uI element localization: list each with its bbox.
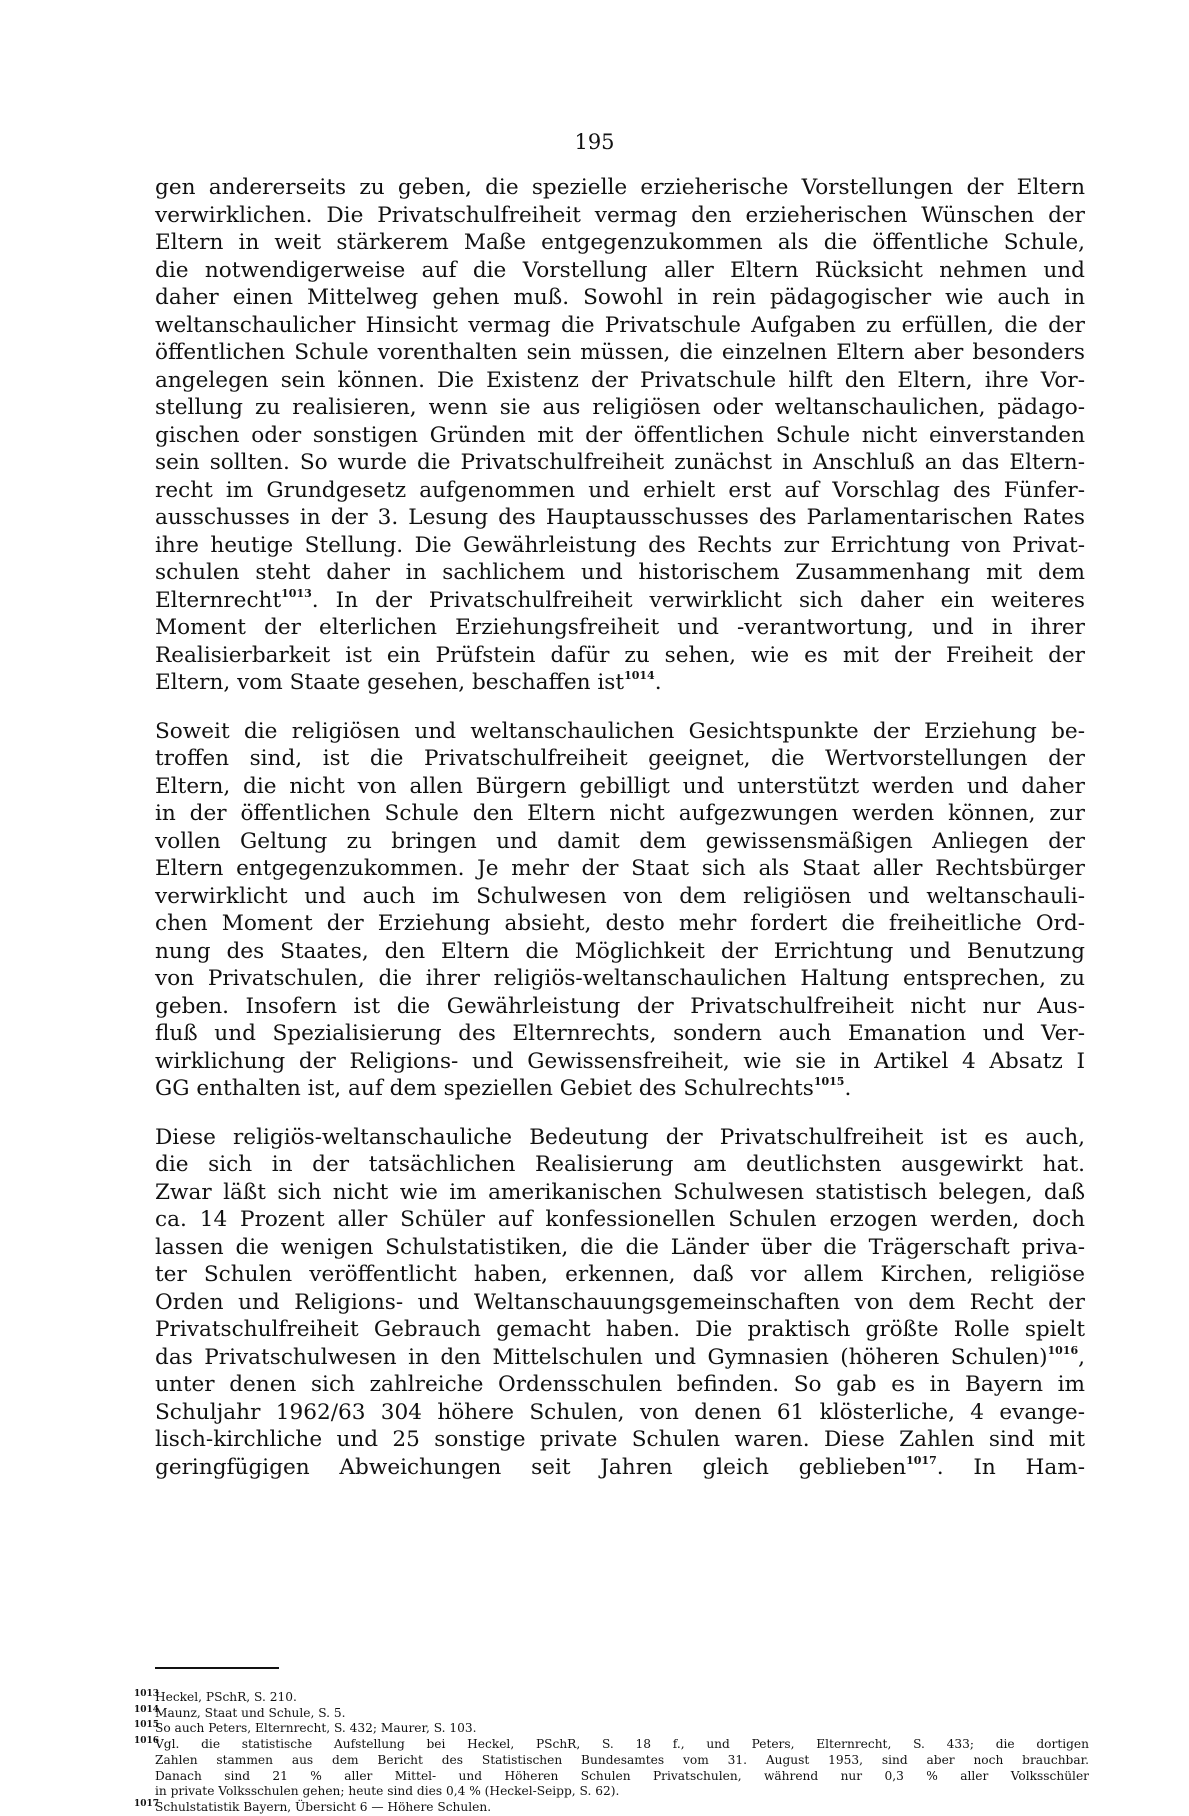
footnotes	[134, 1690, 1089, 1816]
footnote-reference: 1016	[1047, 1343, 1079, 1357]
text-line	[155, 938, 1085, 966]
text-line	[155, 1371, 1085, 1399]
line-text: lisch-kirchliche und 25 sonstige private Schulen waren. Diese Zahlen sind mit	[155, 1427, 1085, 1452]
paragraph	[155, 1124, 1085, 1482]
line-text: geringfügigen Abweichungen seit Jahren gleich geblieben	[155, 1454, 907, 1480]
line-text: vollen Geltung zu bringen und damit dem gewissensmäßigen Anliegen der	[155, 828, 1085, 854]
line-text: Moment der elterlichen Erziehungsfreiheit und -verantwortung, und in ihrer	[155, 615, 1085, 640]
text-line	[155, 745, 1085, 773]
footnote-reference: 1017	[906, 1453, 937, 1467]
line-text: die sich in der tatsächlichen Realisierung am deutlichsten ausgewirkt hat.	[155, 1152, 1085, 1177]
text-line	[155, 965, 1085, 993]
text-line	[155, 312, 1085, 340]
text-line	[155, 1426, 1085, 1454]
text-line	[155, 1206, 1085, 1234]
line-text: verwirklicht und auch im Schulwesen von dem religiösen und weltanschauli-	[155, 883, 1085, 909]
text-line	[155, 642, 1085, 670]
line-text: stellung zu realisieren, wenn sie aus religiösen oder weltanschaulichen, pädago-	[155, 395, 1085, 420]
footnote-line: Zahlen stammen aus dem Bericht des Statistischen Bundesamtes vom 31. August 1953, sind aber noch brauchbar.	[155, 1752, 1089, 1767]
line-text: Realisierbarkeit ist ein Prüfstein dafür zu sehen, wie es mit der Freiheit der	[155, 642, 1085, 668]
footnote-line: Danach sind 21 % aller Mittel- und Höheren Schulen Privatschulen, während nur 0,3 % aller Volksschüler	[155, 1768, 1089, 1783]
text-line	[155, 367, 1085, 395]
text-line	[155, 883, 1085, 911]
line-text: nung des Staates, den Eltern die Möglichkeit der Errichtung und Benutzung	[155, 938, 1085, 964]
footnote-number: 1013	[134, 1689, 160, 1699]
line-text: sein sollten. So wurde die Privatschulfreiheit zunächst in Anschluß an das Eltern-	[155, 450, 1085, 475]
text-line	[155, 284, 1085, 312]
line-text: ca. 14 Prozent aller Schüler auf konfessionellen Schulen erzogen werden, doch	[155, 1207, 1085, 1232]
text-line	[155, 257, 1085, 285]
text-line	[155, 587, 1085, 615]
line-text-continued: . In Ham-	[936, 1454, 1085, 1480]
footnote-line: So auch Peters, Elternrecht, S. 432; Maurer, S. 103.	[155, 1721, 477, 1736]
text-line	[155, 1344, 1085, 1372]
line-text-continued: .	[654, 670, 662, 695]
text-line	[155, 669, 1085, 697]
text-line	[155, 993, 1085, 1021]
footnote	[134, 1706, 1089, 1722]
line-text-continued: .	[844, 1076, 852, 1101]
text-line	[155, 1020, 1085, 1048]
footnote-separator	[155, 1667, 279, 1669]
footnote-line: Maunz, Staat und Schule, S. 5.	[155, 1705, 346, 1720]
line-text: das Privatschulwesen in den Mittelschulen und Gymnasien (höheren Schulen)	[155, 1344, 1048, 1370]
line-text: Orden und Religions- und Weltanschauungsgemeinschaften von dem Recht der	[155, 1289, 1085, 1315]
footnote-number: 1014	[134, 1704, 160, 1715]
text-line	[155, 532, 1085, 560]
line-text: angelegen sein können. Die Existenz der Privatschule hilft den Eltern, ihre Vor-	[155, 367, 1085, 393]
text-line	[155, 773, 1085, 801]
footnote	[134, 1690, 1089, 1706]
line-text: Soweit die religiösen und weltanschaulichen Gesichtspunkte der Erziehung be-	[155, 718, 1085, 744]
text-line	[155, 1179, 1085, 1207]
line-text: Privatschulfreiheit Gebrauch gemacht haben. Die praktisch größte Rolle spielt	[155, 1317, 1085, 1342]
text-line	[155, 229, 1085, 257]
line-text-continued: ,	[1078, 1344, 1085, 1370]
line-text: ihre heutige Stellung. Die Gewährleistung des Rechts zur Errichtung von Privat-	[155, 532, 1085, 558]
footnote-number: 1015	[134, 1720, 160, 1731]
line-text: daher einen Mittelweg gehen muß. Sowohl in rein pädagogischer wie auch in	[155, 285, 1085, 310]
footnote-reference: 1015	[813, 1075, 845, 1088]
text-line	[155, 828, 1085, 856]
line-text-continued: . In der Privatschulfreiheit verwirklicht sich daher ein weiteres	[311, 587, 1085, 613]
text-line	[155, 910, 1085, 938]
page-number: 195	[574, 130, 615, 154]
line-text: ausschusses in der 3. Lesung des Hauptausschusses des Parlamentarischen Rates	[155, 505, 1085, 530]
text-line	[155, 718, 1085, 746]
text-line	[155, 1261, 1085, 1289]
line-text: ter Schulen veröffentlicht haben, erkennen, daß vor allem Kirchen, religiöse	[155, 1262, 1085, 1287]
text-line	[155, 1075, 1085, 1103]
text-line	[155, 339, 1085, 367]
line-text: die notwendigerweise auf die Vorstellung aller Eltern Rücksicht nehmen und	[155, 257, 1085, 283]
main-text	[155, 174, 1085, 1481]
line-text: GG enthalten ist, auf dem speziellen Gebiet des Schulrechts	[155, 1076, 814, 1101]
line-text: weltanschaulicher Hinsicht vermag die Privatschule Aufgaben zu erfüllen, die der	[155, 312, 1085, 338]
paragraph	[155, 174, 1085, 697]
footnote	[134, 1737, 1089, 1800]
text-line	[155, 1399, 1085, 1427]
line-text: gischen oder sonstigen Gründen mit der öffentlichen Schule nicht einverstanden	[155, 422, 1085, 448]
line-text: schulen steht daher in sachlichem und historischem Zusammenhang mit dem	[155, 560, 1085, 585]
text-line	[155, 1454, 1085, 1482]
line-text: in der öffentlichen Schule den Eltern nicht aufgezwungen werden können, zur	[155, 801, 1085, 826]
footnote-line: Heckel, PSchR, S. 210.	[155, 1690, 297, 1704]
line-text: von Privatschulen, die ihrer religiös-weltanschaulichen Haltung entsprechen, zu	[155, 966, 1085, 991]
text-line	[155, 1124, 1085, 1152]
text-line	[155, 477, 1085, 505]
line-text: Zwar läßt sich nicht wie im amerikanischen Schulwesen statistisch belegen, daß	[155, 1179, 1085, 1205]
line-text: Elternrecht	[155, 587, 282, 613]
paragraph	[155, 718, 1085, 1103]
text-line	[155, 559, 1085, 587]
text-line	[155, 1289, 1085, 1317]
text-line	[155, 1234, 1085, 1262]
text-line	[155, 614, 1085, 642]
line-text: fluß und Spezialisierung des Elternrechts, sondern auch Emanation und Ver-	[155, 1021, 1085, 1046]
text-line	[155, 800, 1085, 828]
line-text: troffen sind, ist die Privatschulfreiheit geeignet, die Wertvorstellungen der	[155, 746, 1085, 771]
footnote-reference: 1014	[624, 669, 655, 682]
line-text: verwirklichen. Die Privatschulfreiheit vermag den erzieherischen Wünschen der	[155, 202, 1085, 228]
line-text: unter denen sich zahlreiche Ordensschulen befinden. So gab es in Bayern im	[155, 1372, 1085, 1397]
line-text: Eltern, die nicht von allen Bürgern gebilligt und unterstützt werden und daher	[155, 773, 1085, 799]
footnote-line: Vgl. die statistische Aufstellung bei Heckel, PSchR, S. 18 f., und Peters, Elternrecht, S. 433; die dortigen	[155, 1737, 1089, 1752]
text-line	[155, 202, 1085, 230]
text-line	[155, 1316, 1085, 1344]
line-text: öffentlichen Schule vorenthalten sein müssen, die einzelnen Eltern aber besonders	[155, 340, 1085, 365]
line-text: gen andererseits zu geben, die spezielle erzieherische Vorstellungen der Eltern	[155, 175, 1085, 200]
footnote-number: 1017	[134, 1798, 160, 1809]
footnote-line: Schulstatistik Bayern, Übersicht 6 — Höhere Schulen.	[155, 1799, 492, 1814]
line-text: wirklichung der Religions- und Gewissensfreiheit, wie sie in Artikel 4 Absatz I	[155, 1048, 1085, 1074]
text-line	[155, 504, 1085, 532]
footnote	[134, 1721, 1089, 1737]
line-text: Eltern, vom Staate gesehen, beschaffen ist	[155, 670, 625, 695]
footnote-reference: 1013	[281, 586, 312, 600]
line-text: Eltern entgegenzukommen. Je mehr der Staat sich als Staat aller Rechtsbürger	[155, 856, 1085, 881]
footnote-line: in private Volksschulen gehen; heute sind dies 0,4 % (Heckel-Seipp, S. 62).	[155, 1784, 620, 1799]
line-text: lassen die wenigen Schulstatistiken, die die Länder über die Trägerschaft priva-	[155, 1234, 1085, 1260]
line-text: recht im Grundgesetz aufgenommen und erhielt erst auf Vorschlag des Fünfer-	[155, 477, 1085, 503]
line-text: chen Moment der Erziehung absieht, desto mehr fordert die freiheitliche Ord-	[155, 911, 1085, 936]
text-line	[155, 855, 1085, 883]
text-line	[155, 1151, 1085, 1179]
text-line	[155, 394, 1085, 422]
line-text: Diese religiös-weltanschauliche Bedeutung der Privatschulfreiheit ist es auch,	[155, 1124, 1085, 1150]
line-text: geben. Insofern ist die Gewährleistung der Privatschulfreiheit nicht nur Aus-	[155, 993, 1085, 1019]
text-line	[155, 449, 1085, 477]
footnote-number: 1016	[134, 1736, 160, 1747]
text-line	[155, 174, 1085, 202]
text-line	[155, 1048, 1085, 1076]
text-line	[155, 422, 1085, 450]
line-text: Schuljahr 1962/63 304 höhere Schulen, von denen 61 klösterliche, 4 evange-	[155, 1399, 1085, 1425]
line-text: Eltern in weit stärkerem Maße entgegenzukommen als die öffentliche Schule,	[155, 230, 1085, 255]
